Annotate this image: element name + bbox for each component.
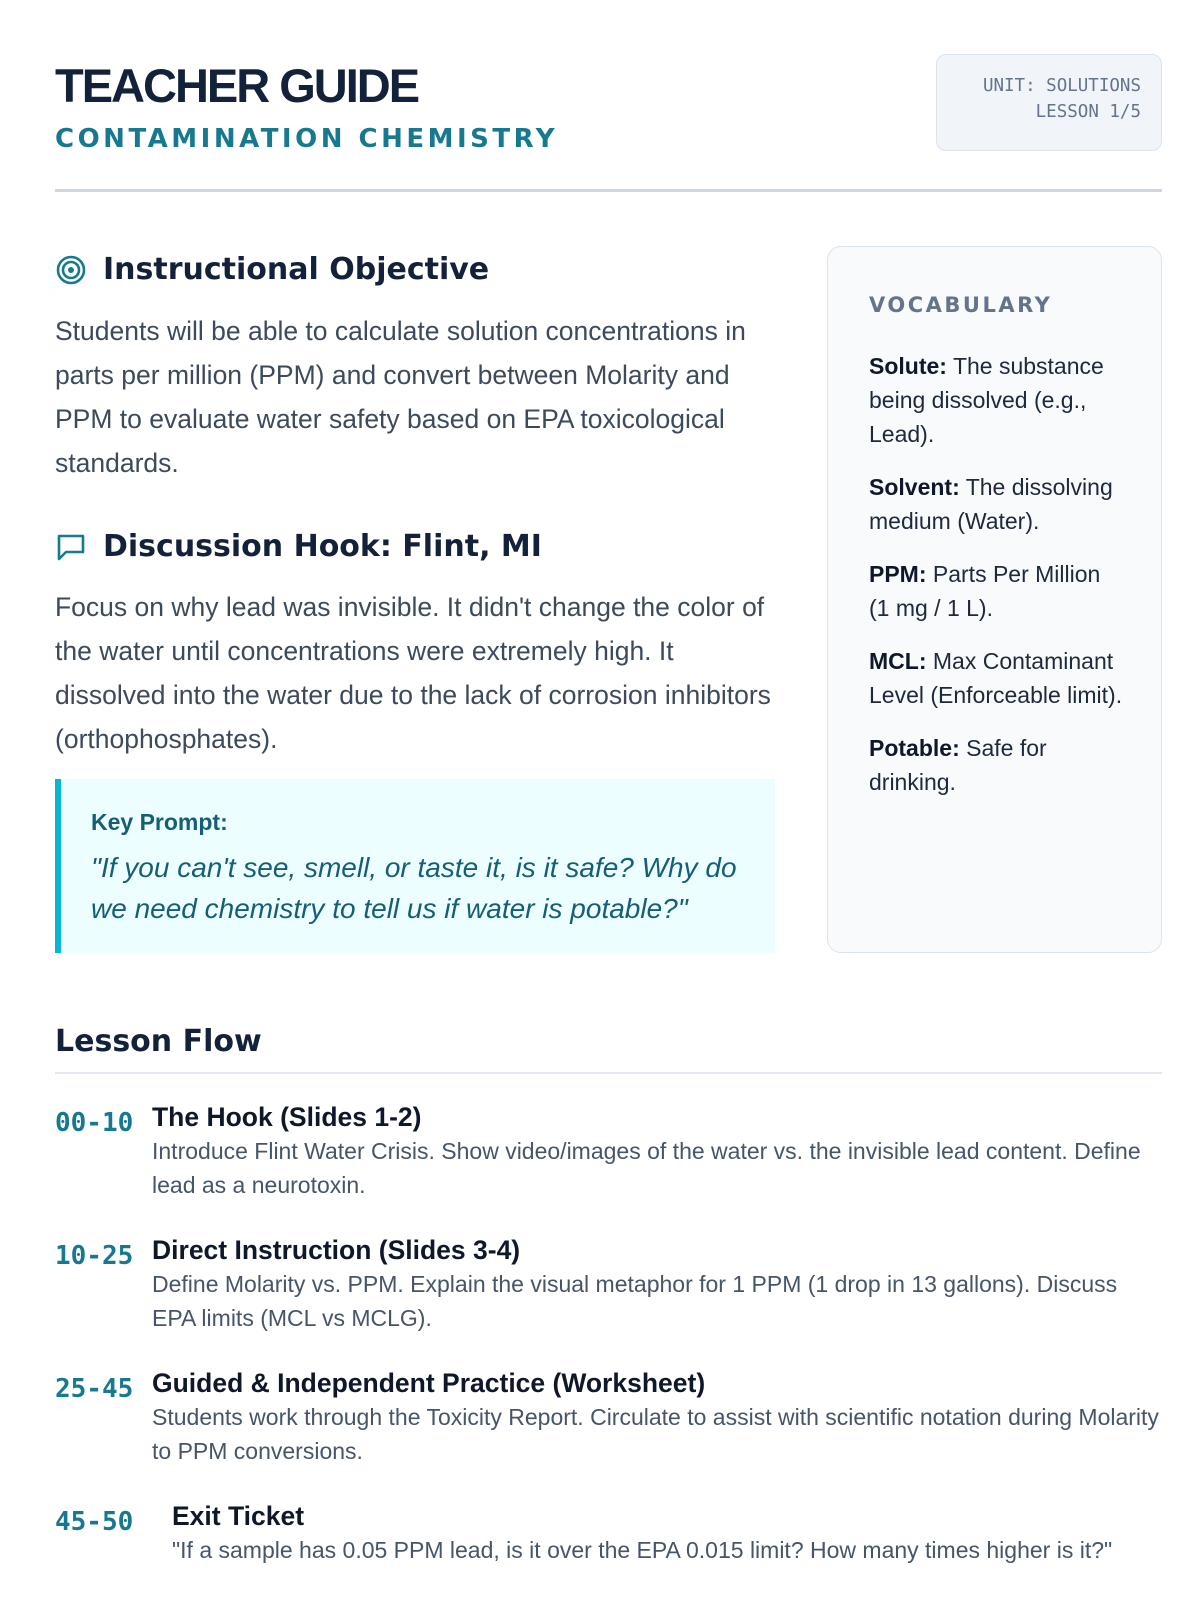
step-description: Students work through the Toxicity Report. Circulate to assist with scientific notation during Molarity to PPM conversions. [152, 1404, 1159, 1464]
step-name: Guided & Independent Practice (Worksheet) [152, 1368, 706, 1398]
objective-heading [55, 250, 489, 290]
vocabulary-title: VOCABULARY [869, 293, 1053, 317]
key-prompt-label: Key Prompt: [91, 809, 228, 835]
step-time: 45-50 [55, 1507, 134, 1537]
vocab-definition: Parts Per Million (1 mg / 1 L). [869, 561, 1101, 621]
step-description: Introduce Flint Water Crisis. Show video/images of the water vs. the invisible lead content. Define lead as a neurotoxin. [152, 1138, 1141, 1198]
lesson-flow-title: Lesson Flow [55, 1022, 1162, 1074]
vocab-term: Solvent: [869, 474, 960, 500]
lesson-step [55, 1366, 1162, 1468]
vocab-definition: The dissolving medium (Water). [869, 474, 1113, 534]
vocab-item [869, 349, 1123, 451]
vocab-definition: The substance being dissolved (e.g., Lead). [869, 353, 1104, 447]
lesson-step [55, 1100, 1162, 1202]
step-time: 00-10 [55, 1108, 134, 1138]
hook-title: Discussion Hook: Flint, MI [103, 529, 542, 564]
page-title: TEACHER GUIDE [55, 59, 419, 112]
key-prompt-quote: "If you can't see, smell, or taste it, is it safe? Why do we need chemistry to tell us if water is potable?" [91, 852, 737, 924]
page-subtitle: CONTAMINATION CHEMISTRY [55, 124, 559, 154]
objective-title: Instructional Objective [103, 252, 490, 287]
page-header [55, 54, 1162, 192]
hook-text: Focus on why lead was invisible. It didn't change the color of the water until concentrations were extremely high. It dissolved into the water due to the lack of corrosion inhibitors (orthophosphates). [55, 592, 771, 754]
lesson-flow-list [55, 1100, 1162, 1598]
step-time: 25-45 [55, 1374, 134, 1404]
vocab-item [869, 557, 1123, 625]
vocab-item [869, 470, 1123, 538]
objective-text: Students will be able to calculate solution concentrations in parts per million (PPM) and convert between Molarity and PPM to evaluate water safety based on EPA toxicological standards. [55, 316, 746, 478]
step-name: Direct Instruction (Slides 3-4) [152, 1235, 521, 1265]
unit-label: UNIT: SOLUTIONS [982, 76, 1141, 96]
key-prompt-callout [55, 779, 775, 953]
step-name: Exit Ticket [172, 1501, 305, 1531]
step-name: The Hook (Slides 1-2) [152, 1102, 422, 1132]
step-description: "If a sample has 0.05 PPM lead, is it over the EPA 0.015 limit? How many times higher is it?" [172, 1537, 1113, 1563]
chat-bubble-icon [55, 531, 87, 563]
lesson-label: LESSON 1/5 [1035, 102, 1141, 122]
unit-badge [936, 54, 1162, 151]
step-time: 10-25 [55, 1241, 134, 1271]
step-description: Define Molarity vs. PPM. Explain the visual metaphor for 1 PPM (1 drop in 13 gallons). Discuss EPA limits (MCL vs MCLG). [152, 1271, 1118, 1331]
vocabulary-panel [827, 246, 1162, 953]
vocab-definition: Max Contaminant Level (Enforceable limit). [869, 648, 1123, 708]
vocab-term: Potable: [869, 735, 960, 761]
target-icon [55, 254, 87, 286]
vocab-definition: Safe for drinking. [869, 735, 1047, 795]
lesson-step [55, 1499, 1162, 1567]
vocab-term: PPM: [869, 561, 927, 587]
vocab-item [869, 644, 1123, 712]
vocab-item [869, 731, 1123, 799]
hook-heading [55, 527, 542, 567]
vocab-term: MCL: [869, 648, 927, 674]
lesson-step [55, 1233, 1162, 1335]
vocab-term: Solute: [869, 353, 947, 379]
